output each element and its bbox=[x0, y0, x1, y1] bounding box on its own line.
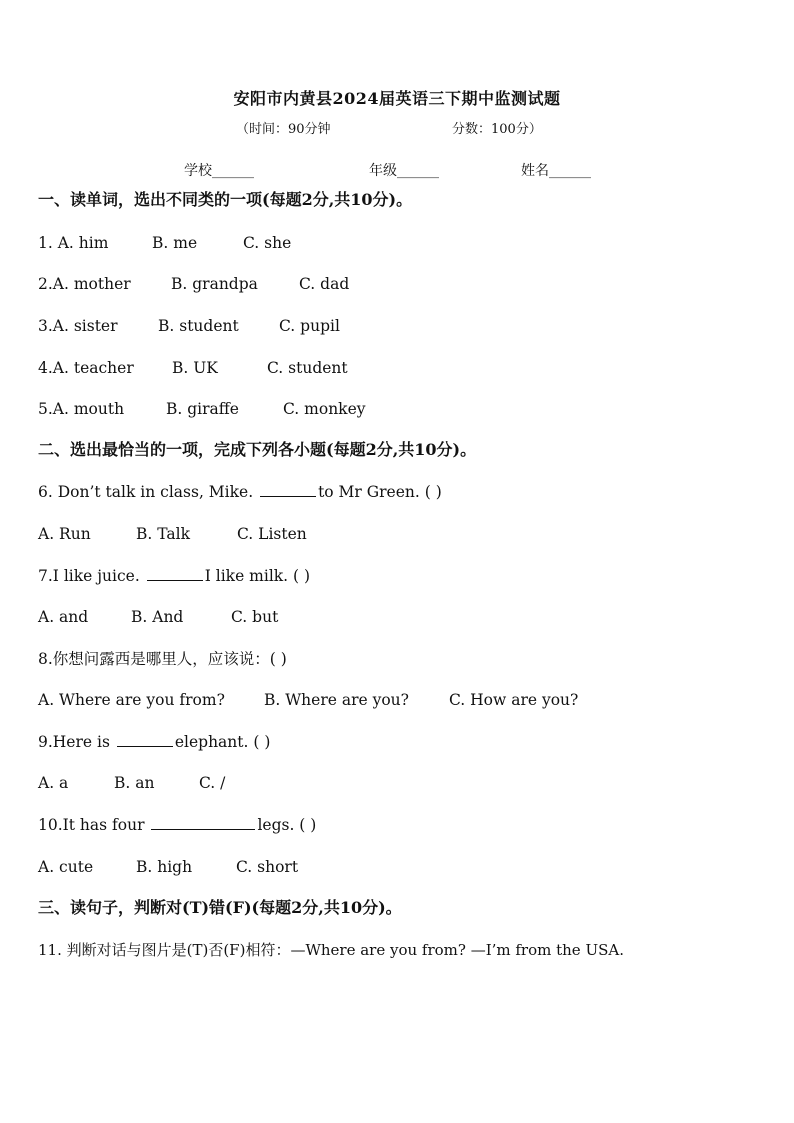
question-4 bbox=[38, 358, 758, 378]
q3-option-b: B. student bbox=[158, 317, 239, 335]
question-7-options bbox=[38, 607, 758, 627]
q4-option-b: B. UK bbox=[172, 359, 218, 377]
q3-option-c: C. pupil bbox=[279, 317, 340, 335]
question-6 bbox=[38, 482, 758, 502]
q2-option-a: 2.A. mother bbox=[38, 275, 131, 293]
q2-option-b: B. grandpa bbox=[171, 275, 258, 293]
question-1 bbox=[38, 233, 758, 253]
section-3-heading: 三、读句子，判断对(T)错(F)(每题2分,共10分)。 bbox=[38, 898, 402, 917]
q10-option-c: C. short bbox=[236, 858, 299, 876]
q7-option-b: B. And bbox=[131, 608, 184, 626]
q7-answer-blank bbox=[147, 566, 203, 581]
q8-option-c: C. How are you? bbox=[449, 691, 579, 709]
q9-option-c: C. / bbox=[199, 774, 226, 792]
q10-option-b: B. high bbox=[136, 858, 193, 876]
question-3 bbox=[38, 316, 758, 336]
q10-stem-start: 10.It has four bbox=[38, 816, 145, 834]
q3-option-a: 3.A. sister bbox=[38, 317, 118, 335]
q6-answer-blank bbox=[260, 482, 316, 497]
question-8-options bbox=[38, 690, 758, 710]
q5-option-c: C. monkey bbox=[283, 400, 366, 418]
q6-option-b: B. Talk bbox=[136, 525, 190, 543]
section-1-heading: 一、读单词，选出不同类的一项(每题2分,共10分)。 bbox=[38, 190, 413, 209]
q8-option-a: A. Where are you from? bbox=[38, 691, 225, 709]
q1-option-c: C. she bbox=[243, 234, 292, 252]
question-11: 11. 判断对话与图片是(T)否(F)相符：—Where are you from? —I’m from the USA. bbox=[38, 941, 624, 959]
name-field: 姓名______ bbox=[521, 163, 591, 179]
q10-option-a: A. cute bbox=[38, 858, 94, 876]
exam-time: （时间：90分钟 bbox=[236, 122, 331, 137]
q9-stem-start: 9.Here is bbox=[38, 733, 110, 751]
question-9-options bbox=[38, 773, 758, 793]
grade-field: 年级______ bbox=[369, 163, 439, 179]
q4-option-c: C. student bbox=[267, 359, 348, 377]
q6-option-a: A. Run bbox=[38, 525, 91, 543]
q7-stem-start: 7.I like juice. bbox=[38, 567, 140, 585]
question-5 bbox=[38, 399, 758, 419]
question-6-options bbox=[38, 524, 758, 544]
q5-option-b: B. giraffe bbox=[166, 400, 239, 418]
question-10 bbox=[38, 815, 758, 835]
q1-option-b: B. me bbox=[152, 234, 198, 252]
section-2-heading: 二、选出最恰当的一项，完成下列各小题(每题2分,共10分)。 bbox=[38, 440, 477, 459]
school-field: 学校______ bbox=[184, 163, 254, 179]
q6-option-c: C. Listen bbox=[237, 525, 307, 543]
q9-answer-blank bbox=[117, 732, 173, 747]
q6-stem-start: 6. Don’t talk in class, Mike. bbox=[38, 483, 254, 501]
q5-option-a: 5.A. mouth bbox=[38, 400, 125, 418]
q7-option-a: A. and bbox=[38, 608, 89, 626]
question-10-options bbox=[38, 857, 758, 877]
question-2 bbox=[38, 274, 758, 294]
q6-stem-end: to Mr Green. ( ) bbox=[318, 483, 442, 501]
q1-option-a: 1. A. him bbox=[38, 234, 109, 252]
q8-option-b: B. Where are you? bbox=[264, 691, 409, 709]
question-7 bbox=[38, 566, 758, 586]
q9-option-a: A. a bbox=[38, 774, 69, 792]
q9-option-b: B. an bbox=[114, 774, 155, 792]
q7-option-c: C. but bbox=[231, 608, 279, 626]
q10-answer-blank bbox=[151, 815, 255, 830]
q10-stem-end: legs. ( ) bbox=[257, 816, 317, 834]
q2-option-c: C. dad bbox=[299, 275, 350, 293]
q9-stem-end: elephant. ( ) bbox=[174, 733, 271, 751]
page-title: 安阳市内黄县2024届英语三下期中监测试题 bbox=[233, 89, 561, 108]
question-9 bbox=[38, 732, 758, 752]
question-8: 8.你想问露西是哪里人，应该说：( ) bbox=[38, 650, 287, 668]
q7-stem-end: I like milk. ( ) bbox=[204, 567, 311, 585]
exam-score: 分数：100分） bbox=[452, 122, 542, 137]
q4-option-a: 4.A. teacher bbox=[38, 359, 134, 377]
